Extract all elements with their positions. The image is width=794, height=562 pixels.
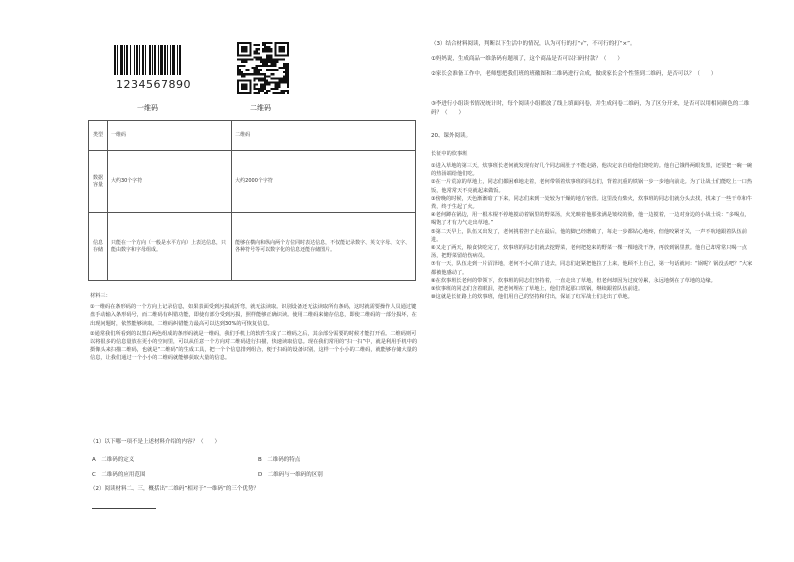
row-head: 类型 xyxy=(89,121,108,151)
table-row xyxy=(89,213,416,281)
option-a[interactable]: A 二维码的定义 xyxy=(92,457,135,463)
question-3: （3）结合材料阅读，判断以下生活中的情况，认为可行的打“√”，不可行的打“×”。 xyxy=(431,41,636,47)
answer-blank[interactable] xyxy=(92,508,156,509)
qrcode-caption: 二维码 xyxy=(250,104,271,112)
story-paragraph: ③傍晚的时候，天色渐渐暗了下来，同志们来到一处较为干燥的地方宿营。这里没有柴火，炊事班的同志们就分头去找，找来了一些干草和牛粪，终于生起了火。 xyxy=(431,195,753,211)
comparison-table xyxy=(88,120,416,281)
question-1: （1）以下哪一项不是上述材料介绍的内容？（ ） xyxy=(90,439,221,445)
story-paragraph: ⑤第二天早上，队伍又出发了，老何挑着担子走在最后，他的脚已经磨破了，每走一步都钻心地疼，但他咬紧牙关，一声不吭地跟着队伍前进。 xyxy=(431,228,747,243)
material-3 xyxy=(90,292,420,363)
cell: 二维码 xyxy=(232,121,416,151)
barcode-number: 1234567890 xyxy=(116,78,191,91)
story-paragraph: ①进入草地的第三天，炊事班长老何就发现有好几个同志闹肚子不能走路，他决定亲自给他们烧吃的。他自己饿得两眼发黑，还要把一碗一碗的热汤端给他们吃。 xyxy=(431,163,753,178)
cell: 一维码 xyxy=(107,121,231,151)
story-paragraph: ⑩这就是长征路上的炊事班，他们用自己的坚持和付出，保证了红军战士们走出了草地。 xyxy=(431,294,633,301)
table-row xyxy=(89,121,416,151)
barcode-image xyxy=(114,45,204,81)
option-d[interactable]: D 二维码与一维码的区别 xyxy=(258,472,323,478)
barcode-caption: 一维码 xyxy=(137,104,158,112)
row-head: 数据容量 xyxy=(89,151,108,213)
cell: 大约30个字符 xyxy=(107,151,231,213)
story-paragraph: ⑧在炊事班长老何的带领下，炊事班的同志们坚持着，一直走出了草地，但老何却因为过度劳累，永远地倒在了草地的边缘。 xyxy=(431,277,716,284)
story-paragraph: ⑥又走了两天，粮食快吃完了，炊事班的同志们就去挖野菜，老何把挖来的野菜一棵一棵地洗干净，再放到锅里煮。他自己却常常只喝一点汤，把野菜留给伤病员。 xyxy=(431,245,747,260)
option-b[interactable]: B 二维码的特点 xyxy=(258,457,301,463)
row-head: 信息存储 xyxy=(89,213,108,281)
section-title: 20、课外阅读。 xyxy=(431,133,471,139)
judgement-item: ③李进行小组读书情况统计时，每个阅读小组都放了线上填面问卷，并生成问卷二维码，为了区分开来，是否可以用相同颜色的二维码？（ ） xyxy=(431,101,750,116)
story-title: 长征中的炊事班 xyxy=(431,151,468,157)
cell: 大约2000个字符 xyxy=(232,151,416,213)
question-2: （2）阅读材料二、三，概括出“二维码”相对于“一维码”的三个优势？ xyxy=(90,486,259,492)
option-c[interactable]: C 二维码的应用范围 xyxy=(92,472,146,478)
story-body xyxy=(431,162,753,554)
judgement-item: ②家长会准备工作中，老师想把我们班的班徽图和二维码进行合成，做成家长会个性签到二维码，是否可以？（ ） xyxy=(431,71,717,77)
story-paragraph: ⑨炊事班的同志们含着眼泪，把老何埋在了草地上，他们背起那口铁锅，继续跟着队伍前进。 xyxy=(431,286,644,293)
story-paragraph: ⑦有一天，队伍走到一片沼泽地，老何不小心陷了进去，同志们赶紧把他拉了上来，他顾不上自己，第一句话就问：“锅呢？锅没丢吧？”大家都被他感动了。 xyxy=(431,261,753,276)
judgement-item: ①妈妈说，生成商品一维条码有题项了，这个商品是否可以扫码付款？（ ） xyxy=(431,56,623,62)
story-paragraph: ④老何蹲在锅边，用一根木棍不停地搅动着锅里的野菜汤，火光映着他那张满是皱纹的脸，他一边搅着，一边对身边的小战士说：“多喝点，喝饱了才有力气走出草地。” xyxy=(431,212,750,227)
cell: 只能在一个方向（一般是水平方向）上表达信息，只能由数字和字母组成。 xyxy=(107,213,231,281)
table-row xyxy=(89,151,416,213)
material-title: 材料三： xyxy=(90,293,111,299)
material-paragraph: ②通常我们所看到的以黑白两色组成的条形码就是一维码，我们手机上的软件生成了二维码之后，其余部分需要的时候才能打开看。二维码则可以将很多的信息量放在更小的空间里，可以从任意一个方向对二维码进行扫描，快速读取信息。现在我们常用的“扫一扫”中，就是利用手机中的摄像头来扫描二维码，也就是“二维码”的生成工具，把一个个信息排列组合，便于扫码的设备识别，这样一个小小的二维码，就能够存储大量的信息，让我们通过一个小小的二维码就能够获取大量的信息。 xyxy=(90,330,418,362)
story-paragraph: ②在一片荒凉的草地上，同志们都困难地走着，老何带领着炊事班的同志们，背着沉重的铁锅一步一步地向前走。为了让战士们能吃上一口热饭，他常常天不亮就起来做饭。 xyxy=(431,179,753,194)
qrcode-image xyxy=(237,42,289,94)
material-paragraph: ①一维码在条形码的一个方向上记录信息，如果表面受到污损或折弯，就无法读取。识别设备还无法读取所有条码，这时就需要操作人员通过键盘手动输入条形码号，而二维码有纠错功能，即使有部分受到污损，照样能够正确识读。使用二维码来储存信息，即使二维码的一部分损坏，在出现问题时，依然能够读取。二维码纠错能力最高可以达到30%的可恢复信息。 xyxy=(90,304,417,327)
cell: 能够在横向和纵向两个方位同时表达信息，不仅能记录数字、英文字母、文字、各种符号等可以数字化的信息还能存储图片。 xyxy=(232,213,416,281)
